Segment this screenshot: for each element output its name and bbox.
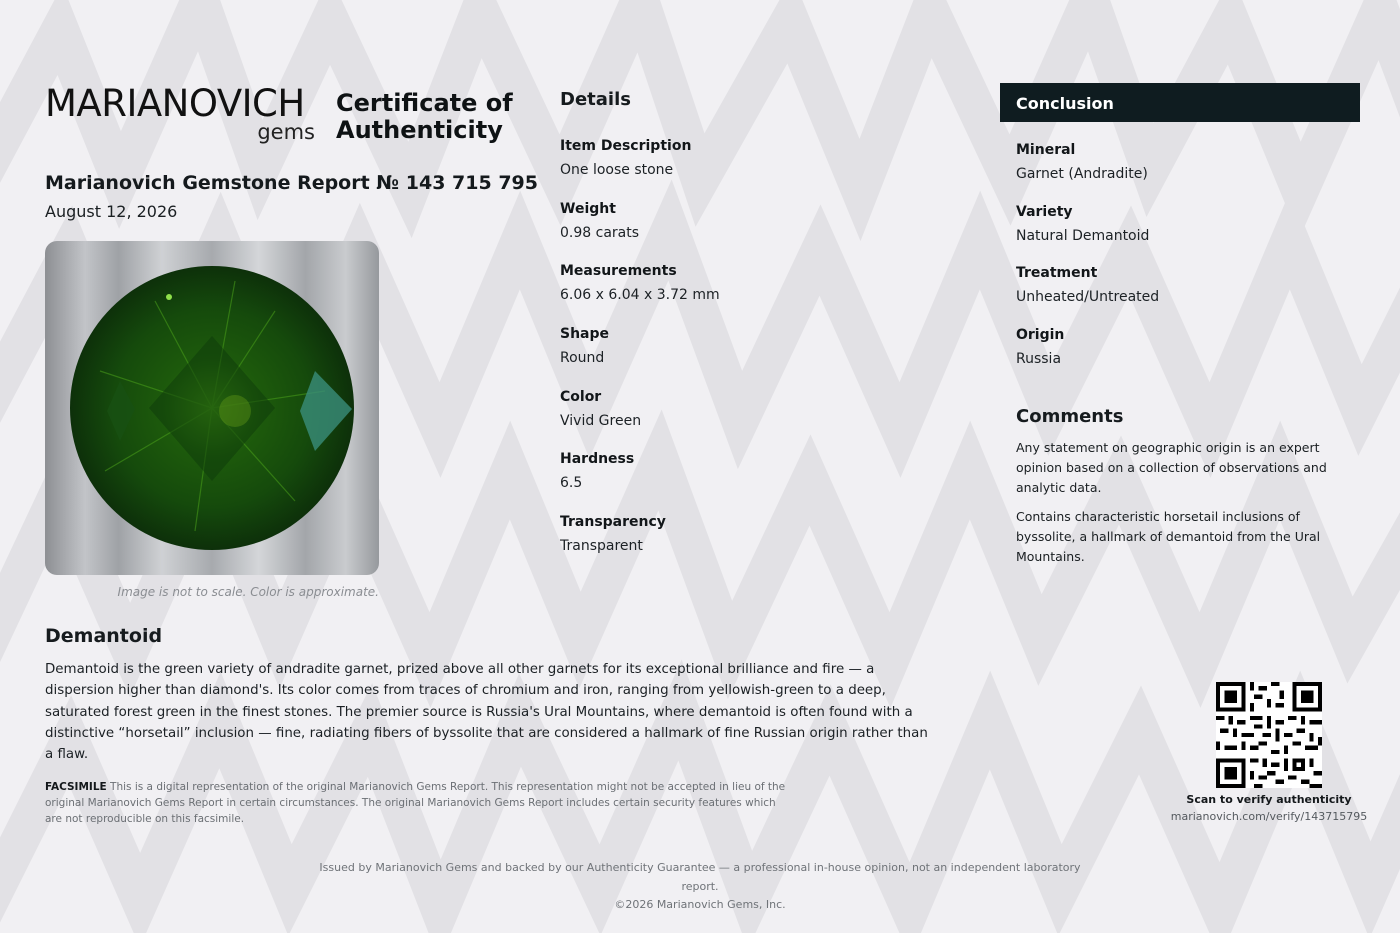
field-value: Unheated/Untreated	[1016, 289, 1160, 305]
field-value: Vivid Green	[560, 412, 642, 429]
verify-label: Scan to verify authenticity	[1186, 793, 1352, 806]
qr-code-icon[interactable]	[1216, 682, 1322, 788]
details-title: Details	[560, 89, 631, 110]
field-label: Treatment	[1016, 265, 1098, 281]
comments-title: Comments	[1016, 406, 1124, 427]
facsimile-label: FACSIMILE	[45, 781, 107, 793]
field-value: Round	[560, 350, 605, 367]
field-value: Russia	[1016, 350, 1062, 367]
conclusion-treatment	[1016, 265, 1356, 327]
conclusion-header	[1000, 83, 1360, 122]
field-label: Color	[560, 388, 602, 405]
brand-name: MARIANOVICH	[45, 82, 305, 125]
field-label: Mineral	[1016, 142, 1076, 158]
conclusion-title: Conclusion	[1016, 94, 1114, 113]
field-label: Shape	[560, 326, 610, 343]
field-label: Transparency	[560, 514, 666, 531]
details-list	[560, 138, 940, 577]
field-value: One loose stone	[560, 162, 674, 178]
comment-paragraph: Contains characteristic horsetail inclusions of byssolite, a hallmark of demantoid from the Ural Mountains.	[1016, 509, 1321, 564]
conclusion-mineral	[1016, 142, 1356, 204]
field-value: Garnet (Andradite)	[1016, 166, 1148, 182]
detail-transparency	[560, 514, 940, 577]
field-value: Natural Demantoid	[1016, 227, 1150, 244]
detail-weight	[560, 201, 940, 264]
detail-measurements	[560, 263, 940, 326]
comment-paragraph: Any statement on geographic origin is an expert opinion based on a collection of observations and analytic data.	[1016, 440, 1327, 495]
certificate-title-line2: Authenticity	[336, 116, 503, 144]
brand-logo	[45, 82, 315, 148]
field-label: Hardness	[560, 451, 635, 468]
certificate-title-line1: Certificate of	[336, 89, 513, 117]
report-date: August 12, 2026	[45, 202, 178, 221]
detail-shape	[560, 326, 940, 389]
footer-disclaimer: Issued by Marianovich Gems and backed by our Authenticity Guarantee — a professional in-house opinion, not an independent laboratory report.	[319, 861, 1081, 893]
field-label: Weight	[560, 200, 616, 217]
conclusion-variety	[1016, 204, 1356, 266]
report-number: Marianovich Gemstone Report № 143 715 795	[45, 172, 538, 194]
detail-item-description	[560, 138, 940, 201]
demantoid-description: Demantoid is the green variety of andradite garnet, prized above all other garnets for its exceptional brilliance and fire — a dispersion higher than diamond's. Its color comes from traces of chromium and iron, ranging from yellowish-green to a deep, saturated forest green in the finest stones. The premier source is Russia's Ural Mountains, where demantoid is often found with a distinctive “horsetail” inclusion — fine, radiating fibers of byssolite that are considered a hallmark of fine Russian origin rather than a flaw.	[45, 662, 928, 763]
facsimile-notice	[45, 779, 790, 827]
field-label: Variety	[1016, 203, 1073, 220]
field-label: Measurements	[560, 263, 677, 280]
demantoid-title: Demantoid	[45, 625, 163, 647]
comments-text	[1016, 438, 1356, 576]
field-value: 6.5	[560, 475, 583, 492]
footer-copyright: ©2026 Marianovich Gems, Inc.	[614, 898, 786, 911]
conclusion-list	[1016, 142, 1356, 388]
field-label: Item Description	[560, 138, 692, 154]
field-value: 0.98 carats	[560, 224, 640, 241]
gem-image	[45, 241, 379, 575]
detail-hardness	[560, 451, 940, 514]
image-caption: Image is not to scale. Color is approximate.	[117, 585, 379, 599]
field-label: Origin	[1016, 326, 1065, 343]
certificate-title	[336, 90, 536, 144]
footer	[300, 859, 1100, 915]
field-value: 6.06 x 6.04 x 3.72 mm	[560, 287, 720, 304]
brand-sub: gems	[257, 120, 315, 144]
verify-url[interactable]: marianovich.com/verify/143715795	[1170, 810, 1368, 823]
field-value: Transparent	[560, 538, 643, 555]
facsimile-text: This is a digital representation of the original Marianovich Gems Report. This representation might not be accepted in lieu of the original Marianovich Gems Report in certain circumstances. The original Marianovich Gems Report includes certain security features which are not reproducible on this facsimile.	[45, 781, 786, 825]
conclusion-origin	[1016, 327, 1356, 389]
detail-color	[560, 389, 940, 452]
